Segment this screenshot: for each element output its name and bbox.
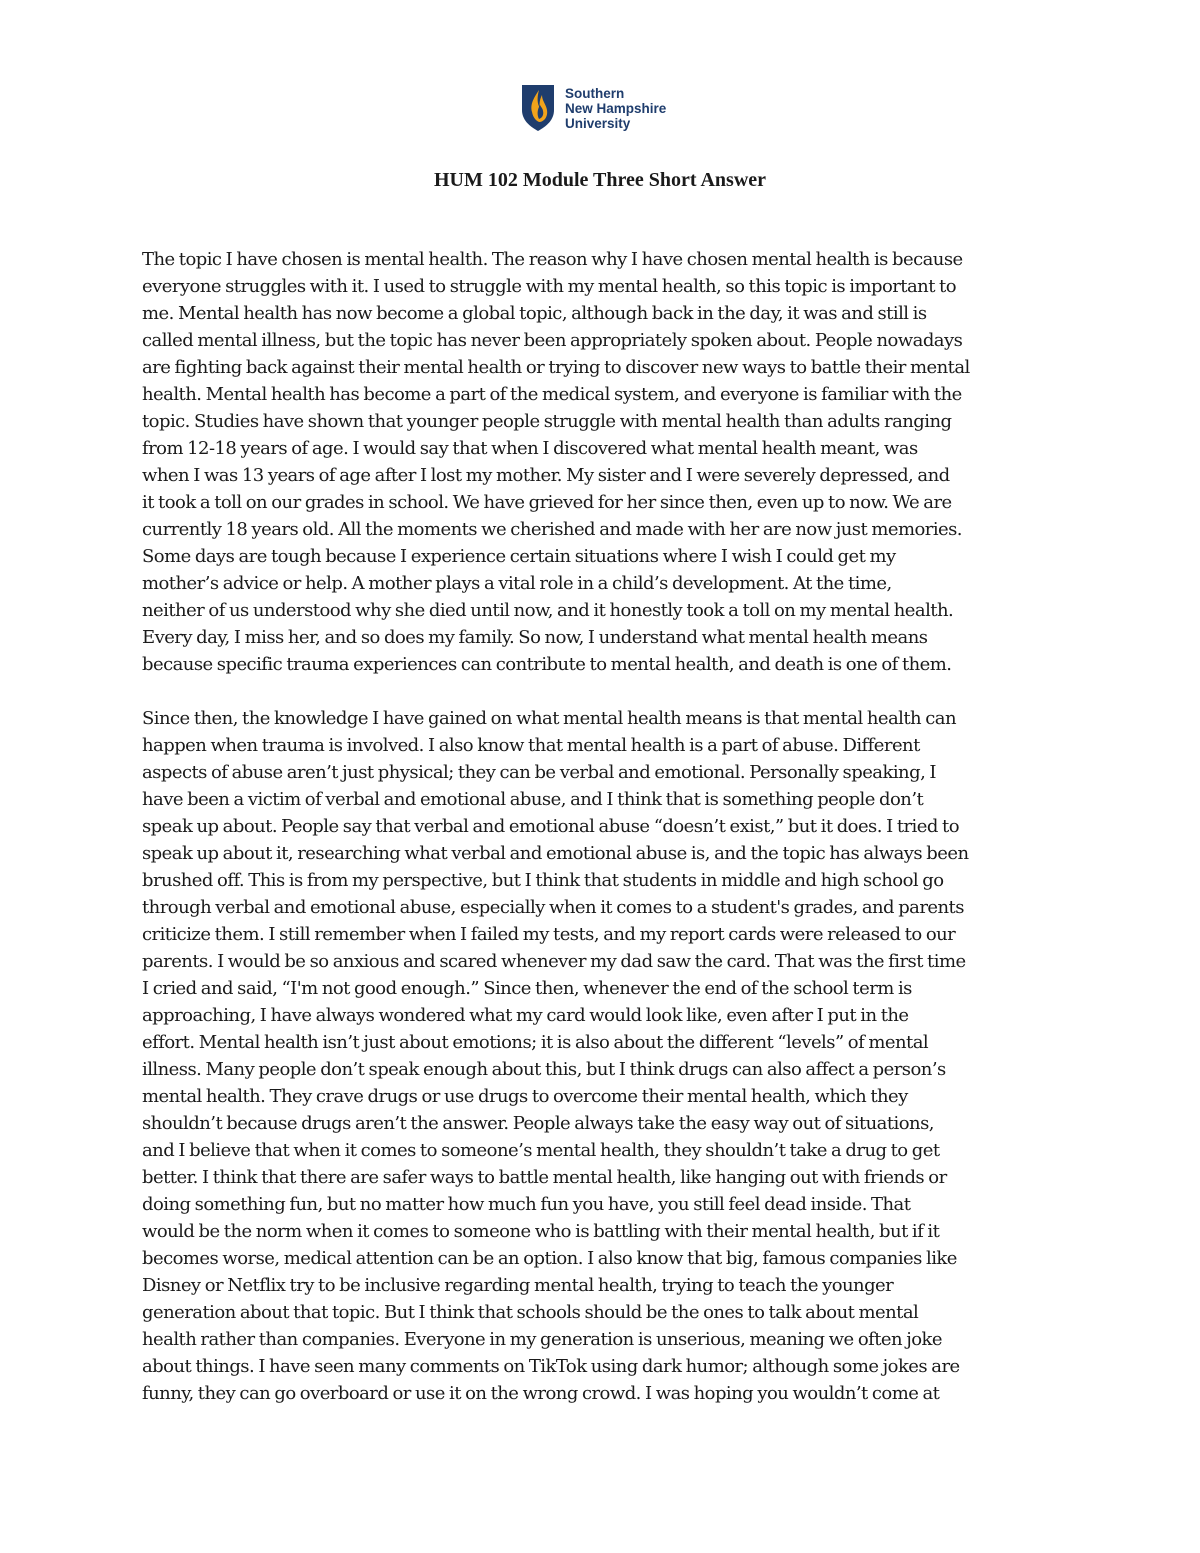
text-line: are fighting back against their mental health or trying to discover new ways to battle their mental bbox=[142, 357, 970, 378]
text-line: speak up about it, researching what verbal and emotional abuse is, and the topic has always been bbox=[142, 843, 969, 864]
university-logo bbox=[521, 84, 666, 132]
text-line: currently 18 years old. All the moments we cherished and made with her are now just memories. bbox=[142, 519, 962, 540]
text-line: Disney or Netflix try to be inclusive regarding mental health, trying to teach the younger bbox=[142, 1275, 894, 1296]
text-line: mother’s advice or help. A mother plays a vital role in a child’s development. At the time, bbox=[142, 573, 892, 594]
text-line: funny, they can go overboard or use it on the wrong crowd. I was hoping you wouldn’t come at bbox=[142, 1383, 940, 1404]
text-line: it took a toll on our grades in school. We have grieved for her since then, even up to now. We are bbox=[142, 492, 952, 513]
text-line: and I believe that when it comes to someone’s mental health, they shouldn’t take a drug to get bbox=[142, 1140, 940, 1161]
text-line: generation about that topic. But I think that schools should be the ones to talk about mental bbox=[142, 1302, 919, 1323]
text-line: when I was 13 years of age after I lost my mother. My sister and I were severely depressed, and bbox=[142, 465, 950, 486]
text-line: aspects of abuse aren’t just physical; they can be verbal and emotional. Personally speaking, I bbox=[142, 762, 936, 783]
text-line: parents. I would be so anxious and scared whenever my dad saw the card. That was the first time bbox=[142, 951, 966, 972]
text-line: approaching, I have always wondered what my card would look like, even after I put in the bbox=[142, 1005, 909, 1026]
paragraph-gap bbox=[142, 678, 1062, 705]
text-line: because specific trauma experiences can contribute to mental health, and death is one of them. bbox=[142, 654, 952, 675]
text-line: criticize them. I still remember when I failed my tests, and my report cards were released to our bbox=[142, 924, 956, 945]
text-line: illness. Many people don’t speak enough about this, but I think drugs can also affect a person’s bbox=[142, 1059, 946, 1080]
text-line: Since then, the knowledge I have gained on what mental health means is that mental health can bbox=[142, 708, 957, 729]
text-line: through verbal and emotional abuse, especially when it comes to a student's grades, and parents bbox=[142, 897, 964, 918]
logo-wordmark bbox=[565, 86, 666, 131]
document-title: HUM 102 Module Three Short Answer bbox=[433, 169, 767, 191]
text-line: The topic I have chosen is mental health. The reason why I have chosen mental health is because bbox=[142, 249, 963, 270]
text-line: everyone struggles with it. I used to struggle with my mental health, so this topic is important to bbox=[142, 276, 957, 297]
text-line: becomes worse, medical attention can be an option. I also know that big, famous companies like bbox=[142, 1248, 957, 1269]
text-line: Every day, I miss her, and so does my family. So now, I understand what mental health means bbox=[142, 627, 928, 648]
text-line: better. I think that there are safer ways to battle mental health, like hanging out with friends or bbox=[142, 1167, 947, 1188]
text-line: effort. Mental health isn’t just about emotions; it is also about the different “levels” of mental bbox=[142, 1032, 929, 1053]
text-line: about things. I have seen many comments on TikTok using dark humor; although some jokes are bbox=[142, 1356, 960, 1377]
text-line: me. Mental health has now become a global topic, although back in the day, it was and still is bbox=[142, 303, 927, 324]
text-line: mental health. They crave drugs or use drugs to overcome their mental health, which they bbox=[142, 1086, 908, 1107]
document-body bbox=[142, 246, 1062, 1407]
logo-line-2: New Hampshire bbox=[565, 100, 667, 116]
text-line: brushed off. This is from my perspective, but I think that students in middle and high school go bbox=[142, 870, 944, 891]
text-line: Some days are tough because I experience certain situations where I wish I could get my bbox=[142, 546, 896, 567]
text-line: I cried and said, “I'm not good enough.” Since then, whenever the end of the school term is bbox=[142, 978, 912, 999]
text-line: topic. Studies have shown that younger people struggle with mental health than adults ranging bbox=[142, 411, 952, 432]
text-line: shouldn’t because drugs aren’t the answer. People always take the easy way out of situations, bbox=[142, 1113, 934, 1134]
text-line: doing something fun, but no matter how much fun you have, you still feel dead inside. That bbox=[142, 1194, 911, 1215]
text-line: called mental illness, but the topic has never been appropriately spoken about. People nowadays bbox=[142, 330, 963, 351]
text-line: have been a victim of verbal and emotional abuse, and I think that is something people don’t bbox=[142, 789, 924, 810]
shield-flame-icon bbox=[521, 84, 555, 132]
logo-line-3: University bbox=[565, 115, 631, 131]
text-line: speak up about. People say that verbal and emotional abuse “doesn’t exist,” but it does. I tried to bbox=[142, 816, 959, 837]
paragraph-2 bbox=[142, 705, 1062, 1407]
text-line: health rather than companies. Everyone in my generation is unserious, meaning we often joke bbox=[142, 1329, 942, 1350]
text-line: happen when trauma is involved. I also know that mental health is a part of abuse. Different bbox=[142, 735, 920, 756]
paragraph-1 bbox=[142, 246, 1062, 678]
text-line: would be the norm when it comes to someone who is battling with their mental health, but if it bbox=[142, 1221, 940, 1242]
text-line: neither of us understood why she died until now, and it honestly took a toll on my mental health. bbox=[142, 600, 954, 621]
text-line: from 12-18 years of age. I would say that when I discovered what mental health meant, was bbox=[142, 438, 918, 459]
text-line: health. Mental health has become a part of the medical system, and everyone is familiar with the bbox=[142, 384, 962, 405]
logo-line-1: Southern bbox=[565, 85, 625, 101]
